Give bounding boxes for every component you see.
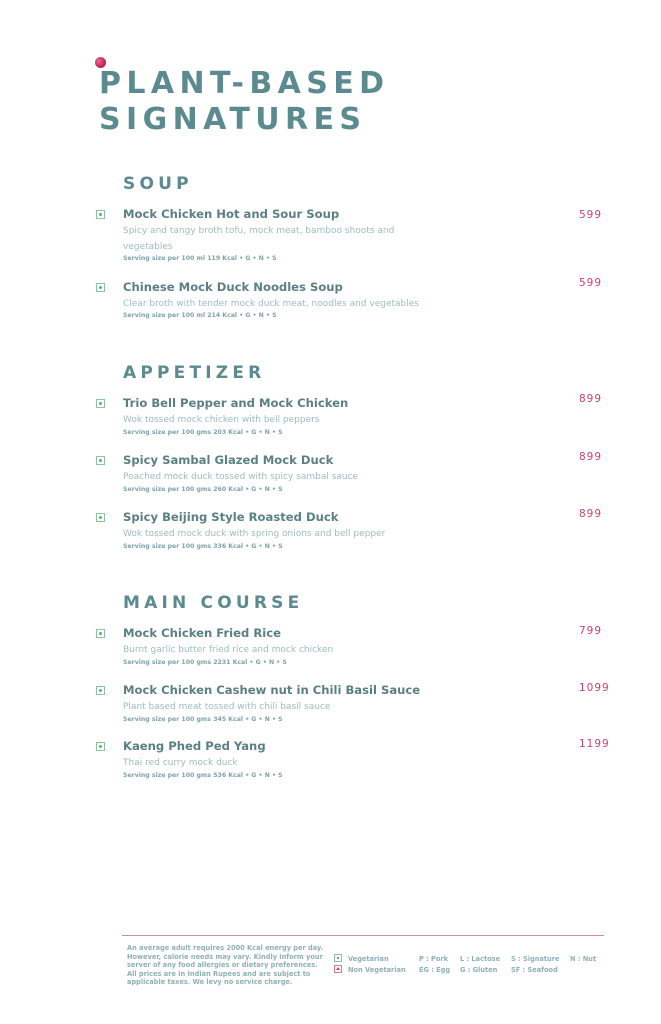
- item-serving-info: Serving size per 100 gms 260 Kcal • G • N • S: [123, 486, 283, 493]
- item-name: Mock Chicken Fried Rice: [123, 626, 281, 640]
- veg-icon: [96, 629, 105, 638]
- veg-icon: [96, 456, 105, 465]
- item-serving-info: Serving size per 100 gms 345 Kcal • G • N • S: [123, 716, 283, 723]
- item-name: Chinese Mock Duck Noodles Soup: [123, 280, 343, 294]
- item-price: 799: [579, 625, 603, 637]
- item-price: 899: [579, 393, 603, 405]
- legend-diet: [334, 954, 406, 976]
- item-price: 1199: [579, 738, 610, 750]
- legend-column-2: [460, 954, 500, 976]
- item-description: Wok tossed mock duck with spring onions and bell pepper: [123, 529, 386, 539]
- item-price: 899: [579, 451, 603, 463]
- page-title: [99, 66, 389, 138]
- legend-non-vegetarian: Non Vegetarian: [334, 965, 406, 976]
- legend-vegetarian: Vegetarian: [334, 954, 406, 965]
- item-name: Spicy Beijing Style Roasted Duck: [123, 510, 339, 524]
- veg-icon: [96, 283, 105, 292]
- footer-note-line: An average adult requires 2000 Kcal energy per day.: [127, 944, 324, 952]
- item-name: Mock Chicken Hot and Sour Soup: [123, 207, 340, 221]
- item-price: 599: [579, 209, 603, 221]
- item-description: Wok tossed mock chicken with bell peppers: [123, 415, 320, 425]
- item-name: Spicy Sambal Glazed Mock Duck: [123, 453, 334, 467]
- page-title-line-2: SIGNATURES: [99, 102, 367, 137]
- legend-column-1: [419, 954, 450, 976]
- item-serving-info: Serving size per 100 gms 203 Kcal • G • N • S: [123, 429, 283, 436]
- item-price: 599: [579, 277, 603, 289]
- footer-note-line: server of any food allergies or dietary preferences.: [127, 961, 318, 970]
- item-description: Clear broth with tender mock duck meat, noodles and vegetables: [123, 299, 419, 309]
- veg-icon: [96, 513, 105, 522]
- legend-column-4: [570, 954, 596, 965]
- legend-column-3: [511, 954, 559, 976]
- section-heading-main-course: MAIN COURSE: [123, 593, 304, 613]
- veg-icon: [334, 954, 342, 962]
- item-name: Mock Chicken Cashew nut in Chili Basil Sauce: [123, 683, 421, 697]
- legend-egg: EG : Egg: [419, 966, 451, 974]
- legend-nut: N : Nut: [570, 955, 597, 963]
- item-name: Kaeng Phed Ped Yang: [123, 739, 266, 753]
- item-description: Poached mock duck tossed with spicy sambal sauce: [123, 472, 359, 482]
- legend-pork: P : Pork: [419, 955, 449, 963]
- veg-icon: [96, 742, 105, 751]
- footer-note-line: All prices are in Indian Rupees and are subject to: [127, 969, 311, 978]
- item-name: Trio Bell Pepper and Mock Chicken: [123, 396, 349, 410]
- non-veg-icon: [334, 965, 342, 973]
- legend-seafood: SF : Seafood: [511, 966, 558, 974]
- item-serving-info: Serving size per 100 gms 336 Kcal • G • N • S: [123, 543, 283, 550]
- legend-signature: S : Signature: [511, 955, 560, 963]
- footer-note: [127, 944, 327, 987]
- item-serving-info: Serving size per 100 gms 2231 Kcal • G • N • S: [123, 659, 287, 666]
- item-description: Burnt garlic butter fried rice and mock chicken: [123, 645, 334, 655]
- item-serving-info: Serving size per 100 ml 214 Kcal • G • N • S: [123, 312, 277, 319]
- veg-icon: [96, 210, 105, 219]
- footer-divider: [122, 935, 604, 936]
- veg-icon: [96, 686, 105, 695]
- footer-note-line: However, calorie needs may vary. Kindly inform your: [127, 952, 323, 961]
- item-description: Spicy and tangy broth tofu, mock meat, bamboo shoots and vegetables: [123, 226, 395, 252]
- item-serving-info: Serving size per 100 ml 119 Kcal • G • N • S: [123, 255, 277, 262]
- legend-gluten: G : Gluten: [460, 966, 498, 974]
- legend-lactose: L : Lactose: [460, 955, 501, 963]
- footer-note-line: applicable taxes. We levy no service charge.: [127, 978, 293, 987]
- section-heading-soup: SOUP: [123, 174, 193, 194]
- item-price: 1099: [579, 682, 610, 694]
- item-description: Plant based meat tossed with chili basil sauce: [123, 702, 331, 712]
- item-price: 899: [579, 508, 603, 520]
- veg-icon: [96, 399, 105, 408]
- item-description: Thai red curry mock duck: [123, 758, 238, 768]
- page-title-line-1: PLANT-BASED: [99, 66, 390, 101]
- section-heading-appetizer: APPETIZER: [123, 363, 266, 383]
- item-serving-info: Serving size per 100 gms 536 Kcal • G • N • S: [123, 772, 283, 779]
